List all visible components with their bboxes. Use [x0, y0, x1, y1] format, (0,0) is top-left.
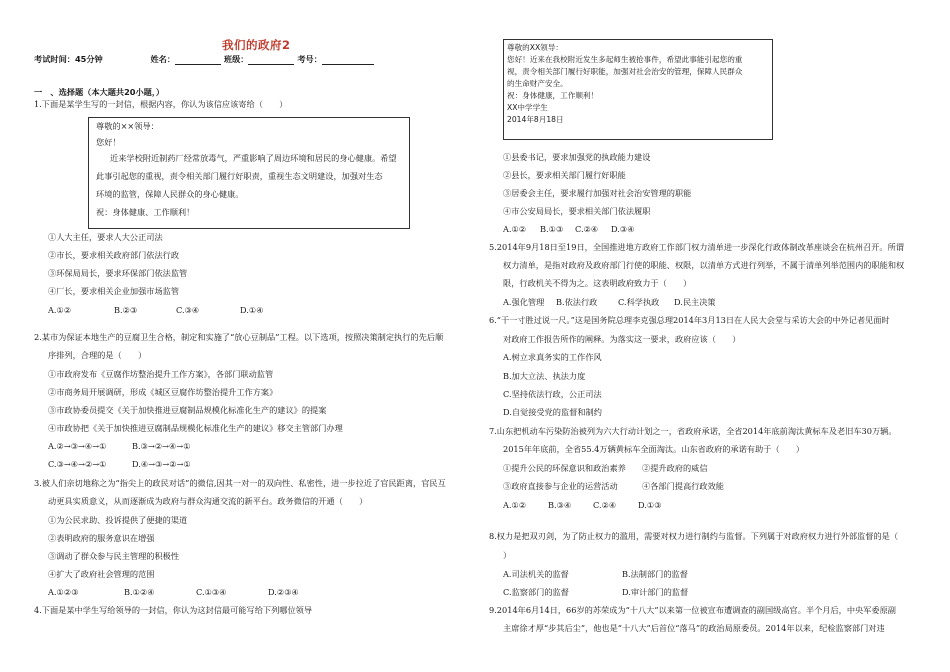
time-label: 考试时间：45分钟 [34, 54, 103, 64]
choice-c[interactable]: C.坚持依法行政，公正司法 [503, 389, 602, 399]
option-item[interactable]: ②提升政府的威信 [642, 463, 708, 473]
option-item[interactable]: ③居委会主任，要求履行加强对社会治安管理的职能 [503, 188, 692, 198]
option-item[interactable]: ③环保局局长，要求环保部门依法监管 [48, 268, 188, 278]
option-item[interactable]: ①提升公民的环保意识和政治素养 [503, 463, 626, 473]
option-item[interactable]: ③调动了群众参与民主管理的积极性 [48, 551, 180, 561]
question-8-stem: ） [503, 550, 512, 560]
option-item[interactable]: ②表明政府的服务意识在增强 [48, 533, 155, 543]
page-title: 我们的政府2 [222, 38, 291, 52]
question-1-stem: 1.下面是某学生写的一封信，根据内容，你认为该信应该寄给（ ） [34, 99, 288, 109]
letter-line: 环境的监管，保障人民群众的身心健康。 [96, 189, 244, 199]
option-item[interactable]: ④扩大了政府社会管理的范围 [48, 569, 155, 579]
exam-header [34, 54, 374, 65]
question-5-stem: 限，行政机关不得为之。这表明政府致力于（ ） [503, 278, 692, 288]
option-item[interactable]: ①为公民求助、投诉提供了便捷的渠道 [48, 515, 188, 525]
choice-c[interactable]: C.②④ [593, 500, 617, 510]
option-item[interactable]: ①人大主任，要求人大公正司法 [48, 232, 163, 242]
option-item[interactable]: ③政府直接参与企业的运营活动 [503, 481, 618, 491]
choice-a[interactable]: A.强化管理 [503, 297, 545, 307]
letter-line: 尊敬的××领导： [96, 121, 159, 131]
choice-a[interactable]: A.①②③ [48, 587, 79, 597]
letter-line: 祝：身体健康、工作顺利！ [96, 207, 195, 217]
choice-a[interactable]: A.②→③→④→① [48, 441, 107, 451]
choice-a[interactable]: A.树立求真务实的工作作风 [503, 352, 602, 362]
choice-c[interactable]: C.监察部门的监督 [503, 587, 569, 597]
choice-b[interactable]: B.①③ [540, 224, 564, 234]
option-item[interactable]: ②市商务局开展调研，形成《城区豆腐作坊整治提升工作方案》 [48, 387, 278, 397]
choice-a[interactable]: A.①② [503, 500, 527, 510]
question-5-stem: 权力清单，是指对政府及政府部门行使的职能、权限，以清单方式进行列举，不属于清单列举范围内的职能和权 [503, 260, 905, 270]
choice-b[interactable]: B.③④ [548, 500, 572, 510]
option-item[interactable]: ②县长，要求相关部门履行好职能 [503, 170, 626, 180]
choice-a[interactable]: A.司法机关的监督 [503, 569, 569, 579]
name-blank[interactable] [175, 55, 221, 65]
option-item[interactable]: ④各部门提高行政效能 [642, 481, 724, 491]
number-label: 考号： [297, 54, 322, 64]
choice-b[interactable]: B.①②④ [124, 587, 155, 597]
number-blank[interactable] [322, 55, 374, 65]
letter-line: 祝：身体健康，工作顺利！ [507, 91, 599, 100]
option-item[interactable]: ④市公安局局长，要求相关部门依法履职 [503, 206, 651, 216]
choice-a[interactable]: A.①② [503, 224, 527, 234]
option-item[interactable]: ④市政协把《关于加快推进豆腐制品规模化标准化生产的建议》移交主管部门办理 [48, 423, 343, 433]
question-3-stem: 3.被人们亲切地称之为“指尖上的政民对话”的微信,因其一对一的双向性、私密性，进一步拉近了官民距离，官民互 [34, 478, 446, 488]
choice-d[interactable]: D.④→③→②→① [132, 459, 191, 469]
letter-line: 视，责令相关部门履行好职能，加强对社会治安的管理，保障人民群众 [507, 67, 743, 76]
choice-c[interactable]: C.③→④→②→① [48, 459, 107, 469]
letter-line: 此事引起您的重视，责令相关部门履行好职责，重视生态文明建设，加强对生态 [96, 171, 383, 181]
letter-line: 2014年8月18日 [507, 115, 564, 124]
option-item[interactable]: ③市政协委员提交《关于加快推进豆腐制品规模化标准化生产的建议》的提案 [48, 405, 327, 415]
choice-c[interactable]: C.③④ [176, 305, 200, 315]
question-5-stem: 5.2014年9月18日至19日，全国推进地方政府工作部门权力清单进一步深化行政体制改革座谈会在杭州召开。所谓 [489, 242, 904, 252]
question-2-stem: 序排列，合理的是（ ） [48, 350, 147, 360]
choice-b[interactable]: B.②③ [114, 305, 138, 315]
question-9-stem: 9.2014年6月14日，66岁的苏荣成为“十八大”以来第一位被宣布遭调查的副国级高官。半个月后，中央军委原副 [489, 605, 896, 615]
choice-a[interactable]: A.①② [48, 305, 72, 315]
question-4-stem: 4.下面是某中学生写给领导的一封信，你认为这封信最可能写给下列哪位领导 [34, 605, 313, 615]
choice-d[interactable]: D.③④ [611, 224, 635, 234]
choice-d[interactable]: D.②③④ [268, 587, 299, 597]
option-item[interactable]: ④厂长，要求相关企业加强市场监管 [48, 286, 180, 296]
choice-d[interactable]: D.民主决策 [674, 297, 716, 307]
choice-c[interactable]: C.②④ [575, 224, 599, 234]
choice-d[interactable]: D.①④ [240, 305, 264, 315]
choice-b[interactable]: B.依法行政 [556, 297, 598, 307]
choice-d[interactable]: D.审计部门的监督 [622, 587, 689, 597]
choice-d[interactable]: D.①③ [638, 500, 662, 510]
question-6-stem: 6.“干一寸胜过说一尺。”这是国务院总理李克强总理2014年3月13日在人民大会堂与采访大会的中外记者见面时 [489, 315, 890, 325]
question-7-stem: 2015年年底前，全省55.4万辆黄标车全面淘汰。山东省政府的承诺有助于（ ） [503, 444, 805, 454]
option-item[interactable]: ①市政府发布《豆腐作坊整治提升工作方案》，各部门联动监管 [48, 369, 274, 379]
choice-b[interactable]: B.③→②→④→① [132, 441, 191, 451]
option-item[interactable]: ①县委书记，要求加强党的执政能力建设 [503, 152, 651, 162]
letter-line: 近来学校附近制药厂经常放毒气，严重影响了周边环境和居民的身心健康。希望 [110, 153, 397, 163]
letter-line: 尊敬的XX领导： [507, 43, 563, 52]
name-label: 姓名： [150, 54, 176, 64]
question-6-stem: 对政府工作报告所作的阐释。为落实这一要求，政府应该（ ） [503, 334, 741, 344]
choice-b[interactable]: B.法制部门的监督 [622, 569, 688, 579]
option-item[interactable]: ②市长，要求相关政府部门依法行政 [48, 250, 180, 260]
letter-line: 的生命财产安全。 [507, 79, 568, 88]
class-blank[interactable] [248, 55, 294, 65]
letter-line: XX中学学生 [507, 103, 548, 112]
question-8-stem: 8.权力是把双刃剑，为了防止权力的滥用，需要对权力进行制约与监督。下列属于对政府权力进行外部监督的是（ [489, 531, 899, 541]
choice-b[interactable]: B.加大立法、执法力度 [503, 371, 586, 381]
class-label: 班级： [223, 54, 249, 64]
letter-line: 您好！近来在我校附近发生多起师生被抢事件，希望此事能引起您的重 [507, 55, 743, 64]
question-2-stem: 2.某市为保证本地生产的豆腐卫生合格，制定和实施了“放心豆制品”工程。以下选项，按照决策制定执行的先后顺 [34, 332, 444, 342]
choice-c[interactable]: C.①③④ [196, 587, 227, 597]
question-7-stem: 7.山东把机动车污染防治被列为六大行动计划之一，省政府承诺，全省2014年底前淘汰黄标车及老旧车30万辆。 [489, 426, 897, 436]
section-heading: 一 、选择题（本大题共20小题，） [34, 87, 165, 97]
letter-line: 您好！ [96, 137, 121, 147]
question-3-stem: 动更具实质意义，从而逐渐成为政府与群众沟通交流的新平台。政务微信的开通（ ） [48, 496, 368, 506]
question-9-stem: 主席徐才厚“步其后尘”，他也是“十八大”后首位“落马”的政治局原委员。2014年以来，纪检监察部门对违 [503, 623, 885, 633]
choice-d[interactable]: D.自觉接受党的监督和制约 [503, 407, 602, 417]
choice-c[interactable]: C.科学执政 [618, 297, 660, 307]
